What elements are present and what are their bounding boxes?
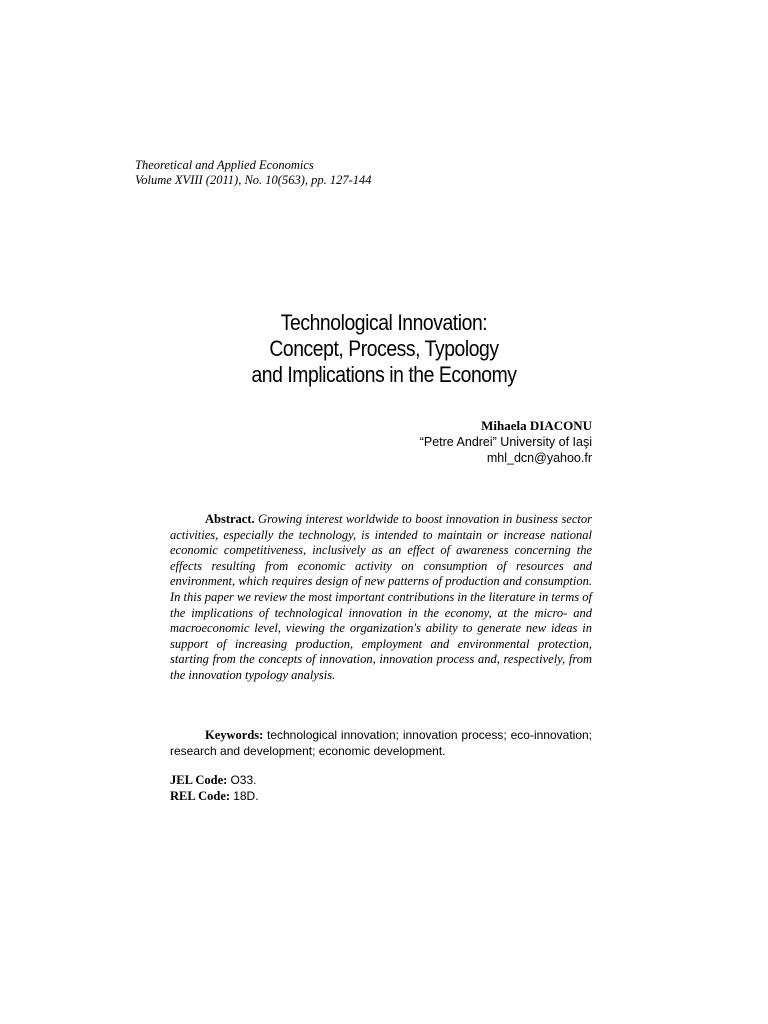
abstract-label: Abstract. [205, 512, 255, 526]
rel-code-value: 18D. [233, 789, 259, 803]
author-affiliation: “Petre Andrei” University of Iaşi [419, 435, 592, 449]
keywords-label: Keywords: [205, 728, 264, 742]
rel-code-line [170, 788, 259, 804]
abstract [170, 512, 592, 684]
jel-code-value: O33. [230, 773, 257, 787]
keywords [170, 727, 592, 759]
jel-code-label: JEL Code: [170, 773, 228, 787]
journal-header [135, 158, 372, 188]
title-line-2: Concept, Process, Typology [269, 336, 499, 361]
rel-code-label: REL Code: [170, 789, 231, 803]
journal-issue: Volume XVIII (2011), No. 10(563), pp. 127-144 [135, 173, 372, 187]
paper-title [46, 310, 722, 388]
author-name: Mihaela DIACONU [481, 418, 592, 433]
classification-codes [170, 772, 259, 804]
title-line-1: Technological Innovation: [280, 310, 488, 335]
author-email: mhl_dcn@yahoo.fr [486, 451, 592, 465]
abstract-text: Growing interest worldwide to boost innovation in business sector activities, especially the technology, is intended to maintain or increase national economic competitiveness, inclusively as an effect of awareness concerning the effects resulting from economic activity on consumption of resources and environment, which requires design of new patterns of production and consumption. In this paper we review the most important contributions in the literature in terms of the implications of technological innovation in the economy, at the micro- and macroeconomic level, viewing the organization's ability to generate new ideas in support of increasing production, employment and environmental protection, starting from the concepts of innovation, innovation process and, respectively, from the innovation typology analysis. [170, 512, 592, 682]
journal-name: Theoretical and Applied Economics [135, 158, 314, 172]
keywords-text: technological innovation; innovation process; eco-innovation; research and development; economic development. [170, 728, 593, 758]
author-block [420, 418, 592, 466]
title-line-3: and Implications in the Economy [251, 362, 517, 387]
jel-code-line [170, 772, 259, 788]
